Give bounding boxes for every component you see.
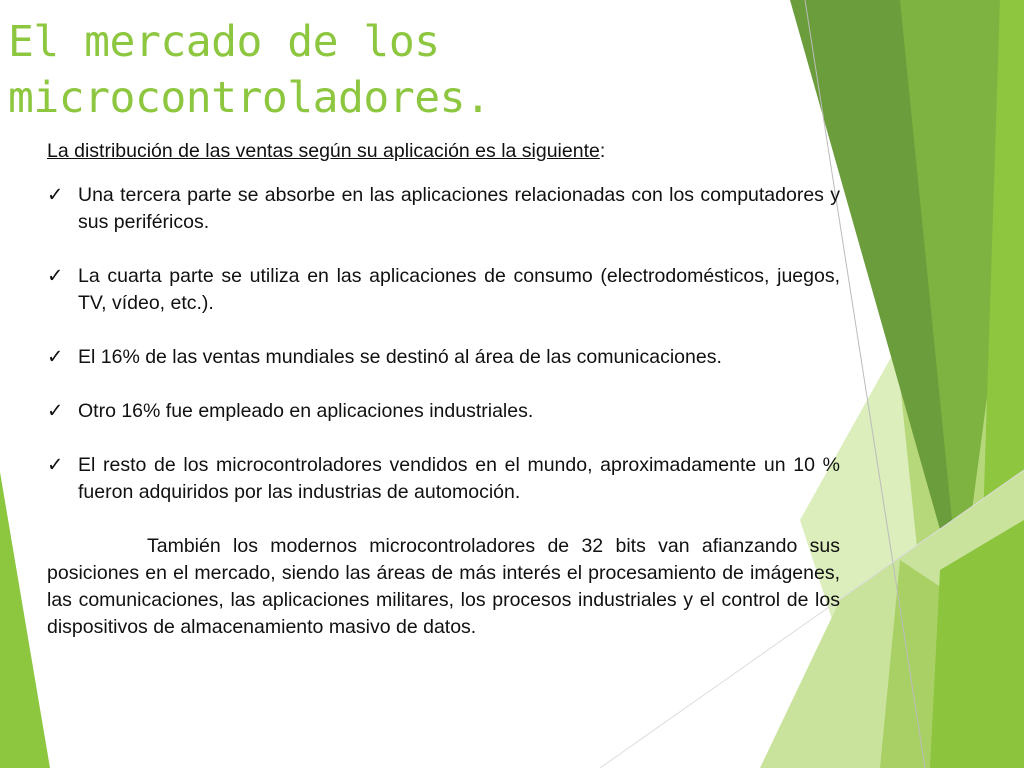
- bullet-text: Una tercera parte se absorbe en las aplicaciones relacionadas con los computadores y sus periféricos.: [78, 184, 840, 233]
- slide-title: [8, 14, 768, 126]
- list-item: [47, 398, 840, 425]
- intro-underlined-text: La distribución de las ventas según su aplicación es la siguiente: [47, 140, 600, 162]
- intro-line: [47, 138, 840, 165]
- title-line-1: El mercado de los: [8, 17, 440, 67]
- bullet-text: El resto de los microcontroladores vendidos en el mundo, aproximadamente un 10 % fueron adquiridos por las industrias de automoción.: [78, 454, 840, 503]
- bullet-text: El 16% de las ventas mundiales se destinó al área de las comunicaciones.: [78, 346, 722, 368]
- title-line-2: microcontroladores.: [8, 73, 491, 123]
- slide-content: [47, 138, 840, 641]
- left-green-sliver: [0, 472, 50, 768]
- list-item: [47, 344, 840, 371]
- check-mark-icon: ✓: [47, 400, 64, 422]
- bullet-list: [47, 182, 840, 506]
- check-mark-icon: ✓: [47, 265, 64, 287]
- list-item: [47, 263, 840, 317]
- check-mark-icon: ✓: [47, 346, 64, 368]
- bullet-text: Otro 16% fue empleado en aplicaciones industriales.: [78, 400, 534, 422]
- bullet-text: La cuarta parte se utiliza en las aplicaciones de consumo (electrodomésticos, juegos, TV, vídeo, etc.).: [78, 265, 840, 314]
- closing-paragraph: También los modernos microcontroladores de 32 bits van afianzando sus posiciones en el mercado, siendo las áreas de más interés el procesamiento de imágenes, las comunicaciones, las aplicaciones militares, los procesos industriales y el control de los dispositivos de almacenamiento masivo de datos.: [47, 535, 840, 638]
- list-item: [47, 452, 840, 506]
- check-mark-icon: ✓: [47, 454, 64, 476]
- intro-colon: :: [599, 140, 606, 162]
- check-mark-icon: ✓: [47, 184, 64, 206]
- list-item: [47, 182, 840, 236]
